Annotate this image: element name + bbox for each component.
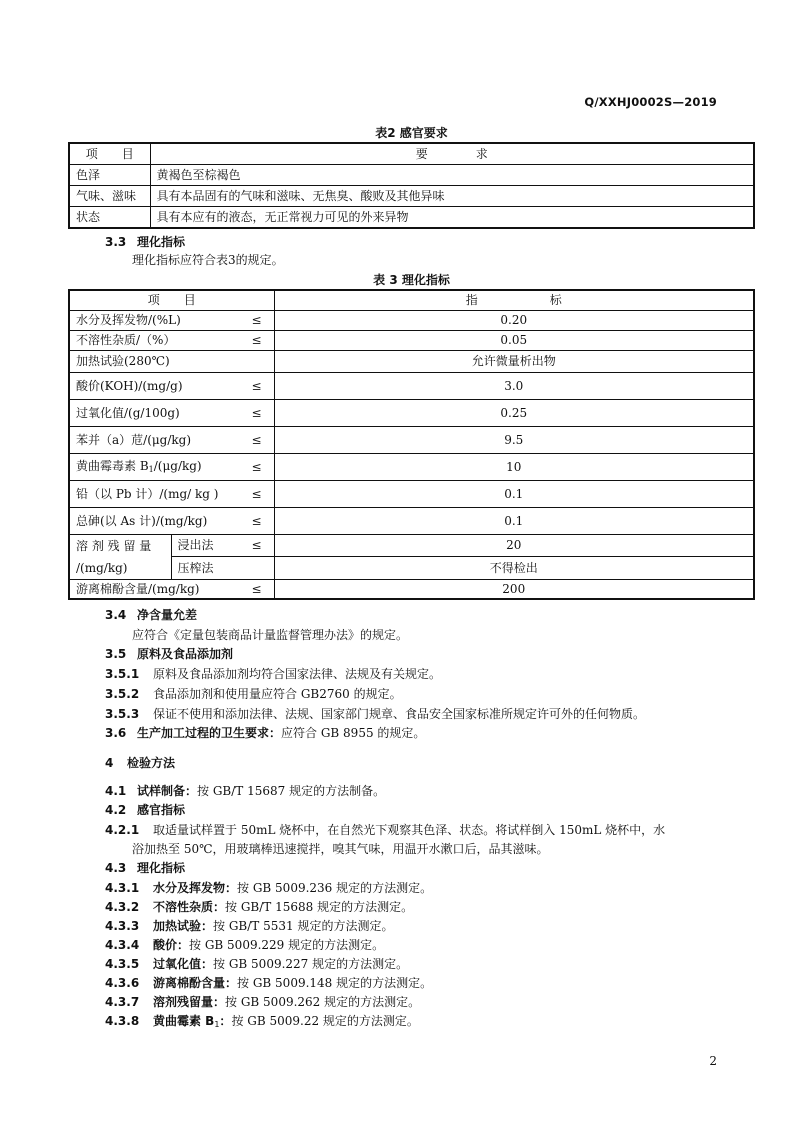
section-title: 理化指标: [137, 235, 186, 249]
section-title: 不溶性杂质：: [153, 900, 226, 914]
section-text: 按 GB 5009.229 规定的方法测定。: [189, 938, 385, 952]
section-4-3-1: [105, 879, 432, 896]
section-title: 加热试验：: [153, 919, 214, 933]
table-row: [69, 290, 754, 310]
table3-cell-item: [69, 579, 274, 599]
item-label: 黄曲霉毒素 B: [76, 458, 149, 473]
section-number: 4.3.2: [105, 900, 140, 914]
table2-caption: 表2 感官要求: [375, 126, 448, 140]
table3-cell-item: [69, 399, 274, 426]
section-3-6-heading: [105, 724, 425, 741]
table3-solvent-sub: 压榨法: [171, 557, 274, 580]
section-4-1: [105, 782, 385, 799]
section-number: 4.2: [105, 803, 127, 817]
table3-cell-item: [69, 330, 274, 350]
table3-solvent-sub: [171, 534, 274, 557]
table3-cell-value: 0.1: [274, 507, 754, 534]
table3-cell-value: 不得检出: [274, 557, 754, 580]
section-number: 4.3.6: [105, 976, 140, 990]
section-title: 酸价：: [153, 938, 190, 952]
doc-code: Q/XXHJ0002S—2019: [584, 95, 717, 109]
table3-head-value: 指 标: [274, 290, 754, 310]
table-row: [69, 372, 754, 399]
section-number: 4.3.3: [105, 919, 140, 933]
section-number: 3.5.2: [105, 687, 140, 701]
table3-cell-item: [69, 480, 274, 507]
section-title: 游离棉酚含量：: [153, 976, 238, 990]
section-4-3-3: [105, 917, 393, 934]
table-row: [69, 557, 754, 580]
section-title: 感官指标: [137, 803, 186, 817]
table3: [68, 289, 755, 600]
table3-solvent-label: [69, 534, 171, 579]
section-text: 食品添加剂和使用量应符合 GB2760 的规定。: [153, 687, 402, 701]
section-title: 检验方法: [127, 756, 176, 770]
item-label: 不溶性杂质/（%）: [76, 333, 176, 347]
section-number: 4.3.5: [105, 957, 140, 971]
table3-cell-item: 加热试验(280℃): [69, 350, 274, 372]
table2-cell-item: 气味、滋味: [69, 186, 150, 207]
table2-cell-item: 色泽: [69, 165, 150, 186]
section-title: 黄曲霉素 B: [153, 1014, 215, 1028]
item-label-unit: /(μg/kg): [153, 458, 202, 473]
section-text-line1: 取适量试样置于 50mL 烧杯中，在自然光下观察其色泽、状态。将试样倒入 150mL 烧杯中，水: [153, 823, 666, 837]
table3-cell-item: [69, 310, 274, 330]
table-row: [69, 480, 754, 507]
section-title: 原料及食品添加剂: [137, 647, 234, 661]
section-3-5-3: [105, 705, 645, 722]
section-4-2-1-line2: 浴加热至 50℃，用玻璃棒迅速搅拌，嗅其气味，用温开水漱口后，品其滋味。: [132, 842, 549, 856]
table2-head-req: 要 求: [150, 143, 754, 165]
section-title: 溶剂残留量：: [153, 995, 226, 1009]
table-row: [69, 426, 754, 453]
section-4-2-heading: [105, 801, 185, 818]
section-title: 净含量允差: [137, 608, 198, 622]
section-number: 3.5.3: [105, 707, 140, 721]
section-4-heading: [105, 754, 175, 771]
table-row: [69, 186, 754, 207]
table3-cell-value: 0.25: [274, 399, 754, 426]
section-4-3-2: [105, 898, 413, 915]
section-text: 按 GB/T 5531 规定的方法测定。: [213, 919, 394, 933]
item-label: 酸价(KOH)/(mg/g): [76, 378, 183, 393]
section-title: 试样制备：: [137, 784, 198, 798]
le-symbol: ≤: [251, 486, 262, 501]
le-symbol: ≤: [251, 333, 262, 347]
le-symbol: ≤: [251, 313, 262, 327]
section-3-3-heading: [105, 233, 185, 250]
table3-cell-value: 0.1: [274, 480, 754, 507]
section-3-4-text: 应符合《定量包装商品计量监督管理办法》的规定。: [132, 628, 409, 642]
section-text: 应符合 GB 8955 的规定。: [281, 726, 426, 740]
item-label: 游离棉酚含量/(mg/kg): [76, 581, 200, 596]
table3-cell-item: [69, 426, 274, 453]
table-row: [69, 579, 754, 599]
section-number: 4.1: [105, 784, 127, 798]
le-symbol: ≤: [251, 581, 262, 596]
section-number: 4.3.7: [105, 995, 140, 1009]
section-text: 按 GB 5009.22 规定的方法测定。: [231, 1014, 419, 1028]
table-row: [69, 165, 754, 186]
table3-cell-value: 3.0: [274, 372, 754, 399]
section-number: 3.3: [105, 235, 127, 249]
table2-cell-item: 状态: [69, 207, 150, 229]
table3-cell-item: [69, 453, 274, 480]
section-text: 保证不使用和添加法律、法规、国家部门规章、食品安全国家标准所规定许可外的任何物质。: [153, 707, 646, 721]
section-number: 4.3.4: [105, 938, 140, 952]
table3-cell-item: [69, 372, 274, 399]
table-row: [69, 207, 754, 229]
solvent-label-line1: 溶 剂 残 留 量: [76, 538, 152, 553]
section-3-4-heading: [105, 606, 197, 623]
table3-cell-value: 10: [274, 453, 754, 480]
table-row: [69, 350, 754, 372]
section-4-3-heading: [105, 859, 185, 876]
table-row: [69, 310, 754, 330]
solvent-label-line2: /(mg/kg): [76, 560, 128, 575]
table3-caption: 表 3 理化指标: [373, 273, 450, 287]
table3-cell-value: 9.5: [274, 426, 754, 453]
table3-cell-value: 允许微量析出物: [274, 350, 754, 372]
section-title: 理化指标: [137, 861, 186, 875]
table2-cell-req: 具有本应有的液态，无正常视力可见的外来异物: [150, 207, 754, 229]
section-3-5-2: [105, 685, 402, 702]
section-text: 按 GB 5009.262 规定的方法测定。: [225, 995, 421, 1009]
section-title-colon: ：: [219, 1014, 232, 1028]
section-text: 按 GB 5009.227 规定的方法测定。: [213, 957, 409, 971]
section-text: 按 GB/T 15688 规定的方法测定。: [225, 900, 414, 914]
item-label: 铅（以 Pb 计）/(mg/ kg ): [76, 486, 219, 501]
table3-head-item: 项 目: [69, 290, 274, 310]
item-label: 总砷(以 As 计)/(mg/kg): [76, 513, 208, 528]
section-text: 按 GB 5009.236 规定的方法测定。: [237, 881, 433, 895]
le-symbol: ≤: [251, 432, 262, 447]
section-4-3-5: [105, 955, 408, 972]
section-title-subscript: 1: [214, 1020, 220, 1029]
table3-cell-value: 0.05: [274, 330, 754, 350]
section-4-3-7: [105, 993, 420, 1010]
table3-cell-value: 200: [274, 579, 754, 599]
le-symbol: ≤: [251, 378, 262, 393]
table-row: [69, 143, 754, 165]
le-symbol: ≤: [251, 405, 262, 420]
section-4-3-4: [105, 936, 384, 953]
section-number: 4.3.8: [105, 1014, 140, 1028]
table2-cell-req: 黄褐色至棕褐色: [150, 165, 754, 186]
section-4-3-6: [105, 974, 432, 991]
page-number: 2: [709, 1054, 717, 1068]
section-4-3-8: [105, 1012, 419, 1029]
section-number: 3.4: [105, 608, 127, 622]
item-label: 浸出法: [177, 538, 214, 553]
table-row: [69, 330, 754, 350]
table-row: [69, 534, 754, 557]
table2-cell-req: 具有本品固有的气味和滋味、无焦臭、酸败及其他异味: [150, 186, 754, 207]
section-number: 4.2.1: [105, 823, 140, 837]
section-text: 按 GB 5009.148 规定的方法测定。: [237, 976, 433, 990]
table-row: [69, 507, 754, 534]
table3-cell-item: [69, 507, 274, 534]
item-label: 水分及挥发物/(%L): [76, 313, 181, 327]
section-3-3-text: 理化指标应符合表3的规定。: [132, 253, 284, 267]
le-symbol: ≤: [251, 459, 262, 474]
item-label: 过氧化值/(g/100g): [76, 405, 180, 420]
section-number: 4.3.1: [105, 881, 140, 895]
section-number: 4: [105, 756, 114, 770]
table2-head-item: 项 目: [69, 143, 150, 165]
section-text: 原料及食品添加剂均符合国家法律、法规及有关规定。: [153, 667, 442, 681]
le-symbol: ≤: [251, 513, 262, 528]
table-row: [69, 453, 754, 480]
le-symbol: ≤: [251, 538, 262, 553]
item-subscript: 1: [148, 464, 154, 474]
item-label: 苯并（a）苊/(μg/kg): [76, 432, 192, 447]
section-title: 过氧化值：: [153, 957, 214, 971]
table2: [68, 142, 755, 229]
section-text: 按 GB/T 15687 规定的方法制备。: [197, 784, 386, 798]
table3-cell-value: 0.20: [274, 310, 754, 330]
section-number: 4.3: [105, 861, 127, 875]
section-3-5-heading: [105, 645, 233, 662]
section-number: 3.6: [105, 726, 127, 740]
section-4-2-1: [105, 821, 665, 838]
section-number: 3.5: [105, 647, 127, 661]
table-row: [69, 399, 754, 426]
section-title: 生产加工过程的卫生要求：: [137, 726, 282, 740]
section-number: 3.5.1: [105, 667, 140, 681]
section-title: 水分及挥发物：: [153, 881, 238, 895]
section-3-5-1: [105, 665, 441, 682]
table3-cell-value: 20: [274, 534, 754, 557]
